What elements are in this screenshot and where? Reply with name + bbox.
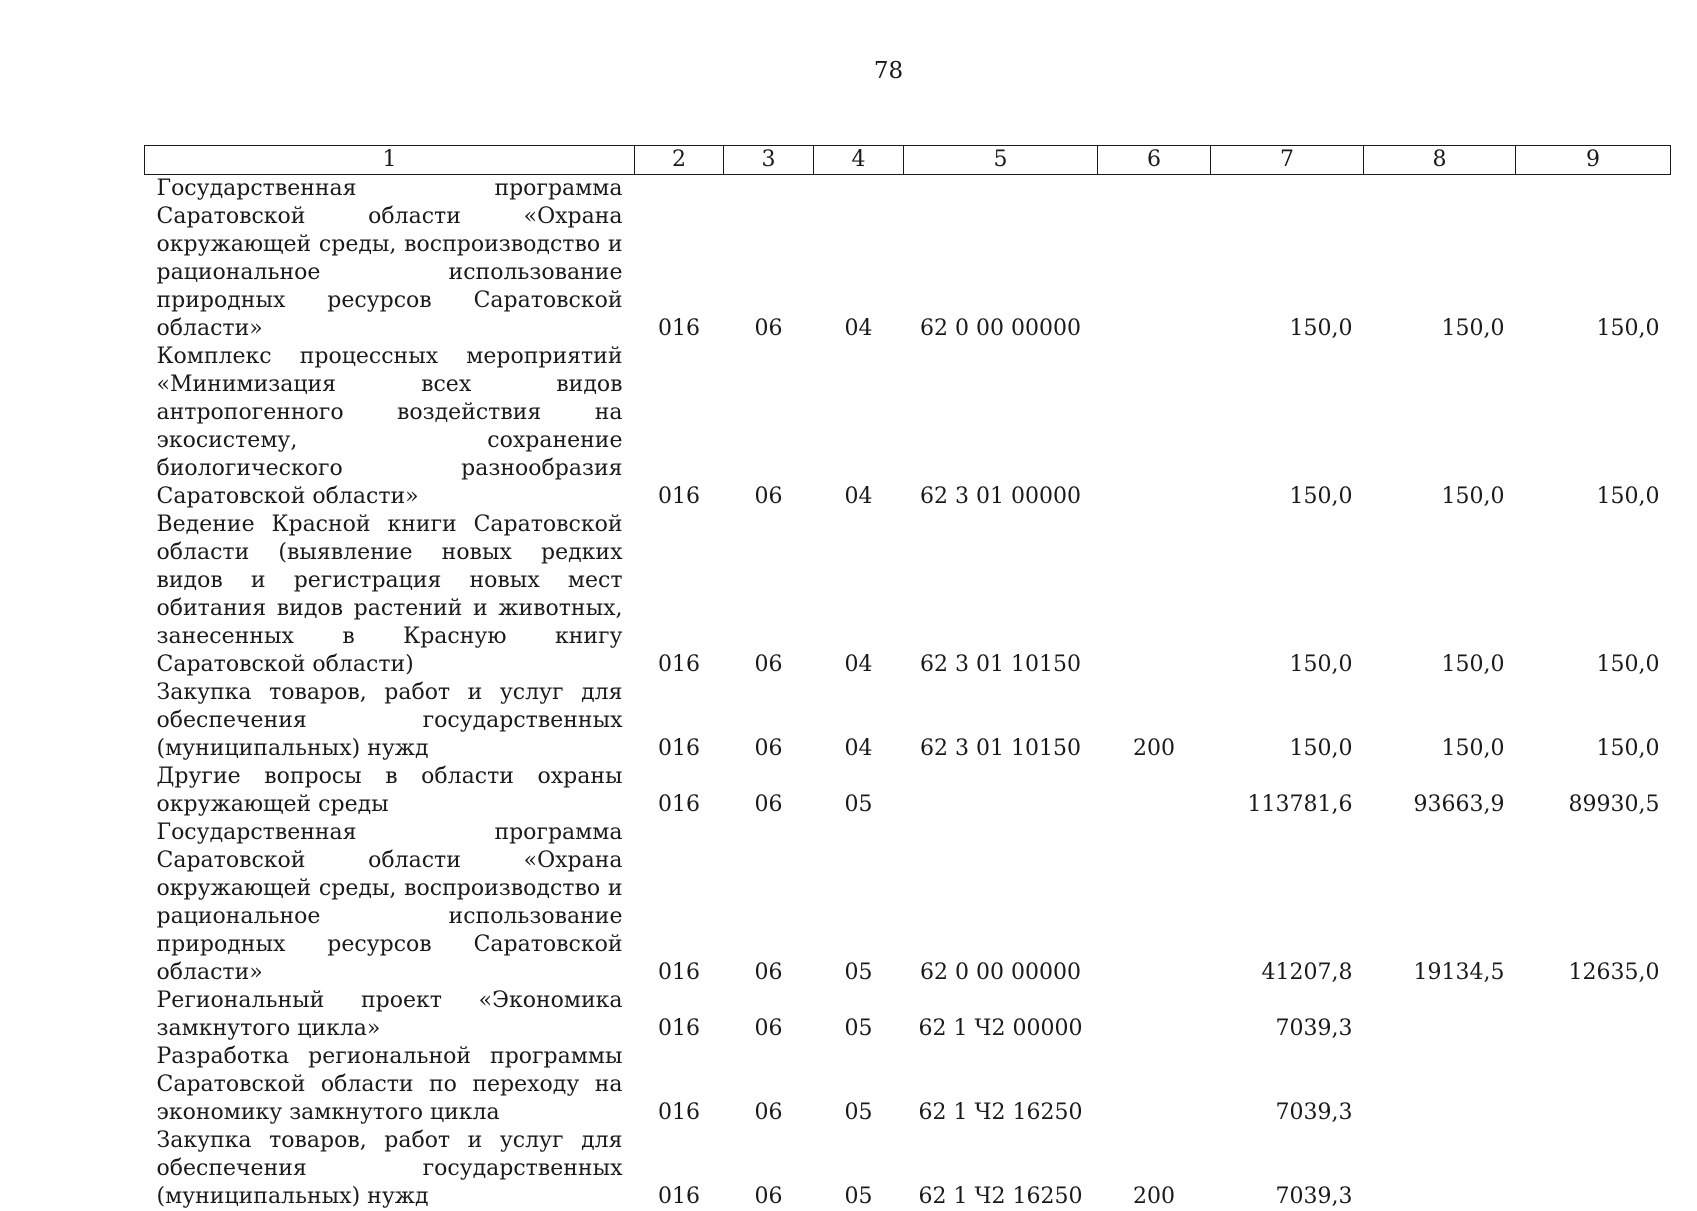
row-name: Комплекс процессных мероприятий «Минимизация всех видов антропогенного воздействия на экосистему, сохранение биологического разнообразия Саратовской области» (145, 343, 635, 511)
row-amount-col-8 (1364, 1127, 1516, 1211)
row-expense-type: 200 (1098, 679, 1211, 763)
row-target-article: 62 1 Ч2 16250 (904, 1127, 1098, 1211)
header-row (145, 146, 1671, 175)
row-amount-col-9: 150,0 (1516, 175, 1671, 344)
header-col-5: 5 (904, 146, 1098, 175)
row-subsection-code: 04 (814, 343, 904, 511)
header-col-6: 6 (1098, 146, 1211, 175)
row-subsection-code: 04 (814, 511, 904, 679)
row-subsection-code: 05 (814, 1043, 904, 1127)
row-section-code: 06 (724, 1043, 814, 1127)
row-expense-type (1098, 1043, 1211, 1127)
row-ministry-code: 016 (635, 987, 724, 1043)
row-amount-col-8 (1364, 987, 1516, 1043)
row-amount-col-8: 150,0 (1364, 175, 1516, 344)
row-ministry-code: 016 (635, 343, 724, 511)
row-name: Государственная программа Саратовской области «Охрана окружающей среды, воспроизводство и рациональное использование природных ресурсов Саратовской области» (145, 175, 635, 344)
row-expense-type (1098, 987, 1211, 1043)
row-target-article: 62 1 Ч2 16250 (904, 1043, 1098, 1127)
row-expense-type (1098, 511, 1211, 679)
row-expense-type (1098, 763, 1211, 819)
row-amount-col-9 (1516, 987, 1671, 1043)
table-row (145, 511, 1671, 679)
row-amount-col-7: 7039,3 (1211, 987, 1364, 1043)
table-row (145, 763, 1671, 819)
row-amount-col-7: 7039,3 (1211, 1043, 1364, 1127)
row-subsection-code: 05 (814, 1127, 904, 1211)
row-ministry-code: 016 (635, 511, 724, 679)
row-amount-col-7: 150,0 (1211, 343, 1364, 511)
row-expense-type (1098, 819, 1211, 987)
row-ministry-code: 016 (635, 1043, 724, 1127)
row-name: Разработка региональной программы Саратовской области по переходу на экономику замкнутого цикла (145, 1043, 635, 1127)
row-amount-col-8 (1364, 1043, 1516, 1127)
row-target-article (904, 763, 1098, 819)
row-subsection-code: 04 (814, 679, 904, 763)
row-name: Региональный проект «Экономика замкнутого цикла» (145, 987, 635, 1043)
row-amount-col-8: 93663,9 (1364, 763, 1516, 819)
table-row (145, 1127, 1671, 1211)
row-ministry-code: 016 (635, 1127, 724, 1211)
row-amount-col-9 (1516, 1043, 1671, 1127)
row-amount-col-9 (1516, 1127, 1671, 1211)
row-name: Государственная программа Саратовской области «Охрана окружающей среды, воспроизводство и рациональное использование природных ресурсов Саратовской области» (145, 819, 635, 987)
row-ministry-code: 016 (635, 679, 724, 763)
header-col-3: 3 (724, 146, 814, 175)
header-col-4: 4 (814, 146, 904, 175)
table-row (145, 1043, 1671, 1127)
table-row (145, 175, 1671, 344)
table-body (145, 175, 1671, 1211)
row-amount-col-9: 150,0 (1516, 343, 1671, 511)
row-amount-col-8: 150,0 (1364, 343, 1516, 511)
row-ministry-code: 016 (635, 819, 724, 987)
row-subsection-code: 05 (814, 763, 904, 819)
row-amount-col-8: 150,0 (1364, 679, 1516, 763)
row-amount-col-7: 150,0 (1211, 175, 1364, 344)
row-subsection-code: 05 (814, 987, 904, 1043)
row-target-article: 62 3 01 10150 (904, 679, 1098, 763)
row-target-article: 62 0 00 00000 (904, 175, 1098, 344)
row-expense-type (1098, 175, 1211, 344)
row-amount-col-7: 150,0 (1211, 511, 1364, 679)
row-section-code: 06 (724, 511, 814, 679)
row-amount-col-7: 150,0 (1211, 679, 1364, 763)
header-col-9: 9 (1516, 146, 1671, 175)
row-section-code: 06 (724, 819, 814, 987)
row-section-code: 06 (724, 987, 814, 1043)
row-target-article: 62 0 00 00000 (904, 819, 1098, 987)
row-target-article: 62 1 Ч2 00000 (904, 987, 1098, 1043)
row-target-article: 62 3 01 00000 (904, 343, 1098, 511)
row-name: Ведение Красной книги Саратовской области (выявление новых редких видов и регистрация новых мест обитания видов растений и животных, занесенных в Красную книгу Саратовской области) (145, 511, 635, 679)
row-expense-type (1098, 343, 1211, 511)
table-row (145, 819, 1671, 987)
row-section-code: 06 (724, 175, 814, 344)
row-section-code: 06 (724, 1127, 814, 1211)
row-subsection-code: 04 (814, 175, 904, 344)
row-name: Закупка товаров, работ и услуг для обеспечения государственных (муниципальных) нужд (145, 679, 635, 763)
header-col-8: 8 (1364, 146, 1516, 175)
row-amount-col-7: 41207,8 (1211, 819, 1364, 987)
page-number: 78 (0, 58, 1697, 84)
header-col-1: 1 (145, 146, 635, 175)
table-row (145, 679, 1671, 763)
row-amount-col-9: 89930,5 (1516, 763, 1671, 819)
header-col-2: 2 (635, 146, 724, 175)
row-expense-type: 200 (1098, 1127, 1211, 1211)
row-name: Другие вопросы в области охраны окружающей среды (145, 763, 635, 819)
table-header (145, 146, 1671, 175)
row-amount-col-9: 12635,0 (1516, 819, 1671, 987)
row-section-code: 06 (724, 763, 814, 819)
row-ministry-code: 016 (635, 175, 724, 344)
row-section-code: 06 (724, 679, 814, 763)
row-ministry-code: 016 (635, 763, 724, 819)
table-row (145, 987, 1671, 1043)
row-amount-col-7: 113781,6 (1211, 763, 1364, 819)
row-amount-col-9: 150,0 (1516, 511, 1671, 679)
budget-table (144, 145, 1671, 1211)
row-amount-col-8: 19134,5 (1364, 819, 1516, 987)
header-col-7: 7 (1211, 146, 1364, 175)
table-row (145, 343, 1671, 511)
row-amount-col-7: 7039,3 (1211, 1127, 1364, 1211)
row-amount-col-9: 150,0 (1516, 679, 1671, 763)
row-amount-col-8: 150,0 (1364, 511, 1516, 679)
row-name: Закупка товаров, работ и услуг для обеспечения государственных (муниципальных) нужд (145, 1127, 635, 1211)
row-target-article: 62 3 01 10150 (904, 511, 1098, 679)
row-section-code: 06 (724, 343, 814, 511)
row-subsection-code: 05 (814, 819, 904, 987)
